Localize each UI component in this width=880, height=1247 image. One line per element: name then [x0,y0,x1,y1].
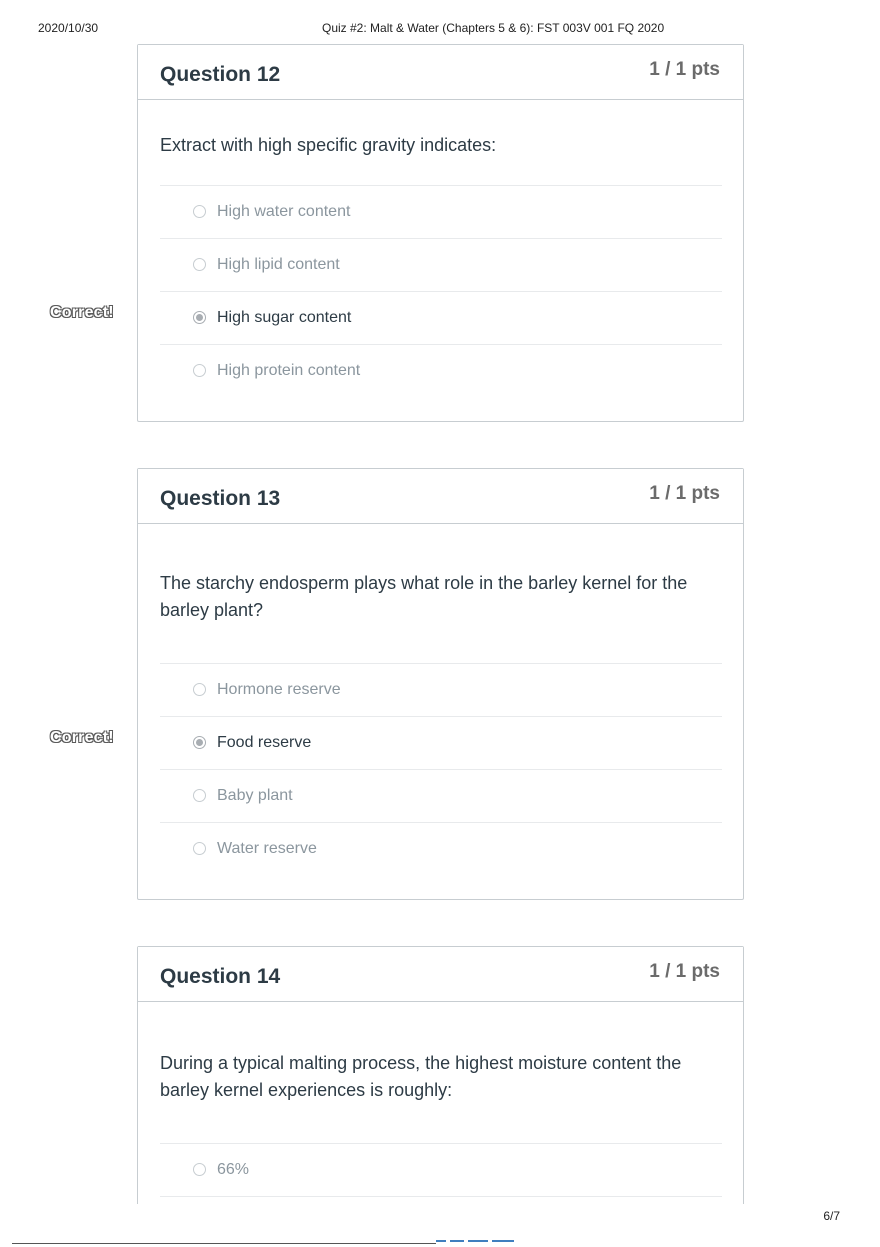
question-header [138,469,743,524]
answer-option[interactable] [160,664,722,717]
radio-button[interactable] [193,364,206,377]
question-text: During a typical malting process, the highest moisture content the barley kernel experiences is roughly: [160,1053,682,1100]
question-text: Extract with high specific gravity indicates: [160,135,497,155]
correct-answer-flag: Correct! [50,304,114,321]
radio-button-selected[interactable] [193,311,206,324]
answer-option[interactable] [160,186,722,239]
answer-option[interactable] [160,239,722,292]
question-title: Question 14 [160,965,281,988]
question-points: 1 / 1 pts [649,961,720,982]
answer-label: Baby plant [217,787,293,804]
question-text: The starchy endosperm plays what role in the barley kernel for the barley plant? [160,573,688,620]
radio-button[interactable] [193,258,206,271]
answer-list [160,663,722,875]
answer-option-selected[interactable] [160,292,722,345]
print-page-title: Quiz #2: Malt & Water (Chapters 5 & 6): FST 003V 001 FQ 2020 [322,21,665,35]
print-date: 2020/10/30 [38,21,99,35]
answer-label: High lipid content [217,256,340,273]
radio-button[interactable] [193,789,206,802]
answer-option-selected[interactable] [160,717,722,770]
answer-label: Water reserve [217,840,317,857]
answer-label: Hormone reserve [217,681,341,698]
answer-list [160,1143,722,1197]
footer-url-remnant [436,1240,532,1244]
question-header [138,947,743,1002]
answer-option[interactable] [160,1144,722,1197]
answer-label: High protein content [217,362,361,379]
radio-button[interactable] [193,842,206,855]
correct-answer-flag: Correct! [50,729,114,746]
answer-label: High water content [217,203,351,220]
radio-button[interactable] [193,683,206,696]
answer-label: High sugar content [217,309,352,326]
question-card-13 [137,468,744,900]
radio-button[interactable] [193,1163,206,1176]
footer-divider [12,1243,436,1244]
answer-option[interactable] [160,345,722,397]
answer-list [160,185,722,397]
page-number: 6/7 [823,1209,840,1223]
answer-option[interactable] [160,770,722,823]
question-card-14 [137,946,744,1216]
question-title: Question 12 [160,63,281,86]
answer-label: 66% [217,1161,250,1178]
question-card-12 [137,44,744,422]
question-title: Question 13 [160,487,281,510]
question-header [138,45,743,100]
radio-button[interactable] [193,205,206,218]
answer-option[interactable] [160,823,722,875]
question-points: 1 / 1 pts [649,483,720,504]
answer-label: Food reserve [217,734,312,751]
question-points: 1 / 1 pts [649,59,720,80]
radio-button-selected[interactable] [193,736,206,749]
